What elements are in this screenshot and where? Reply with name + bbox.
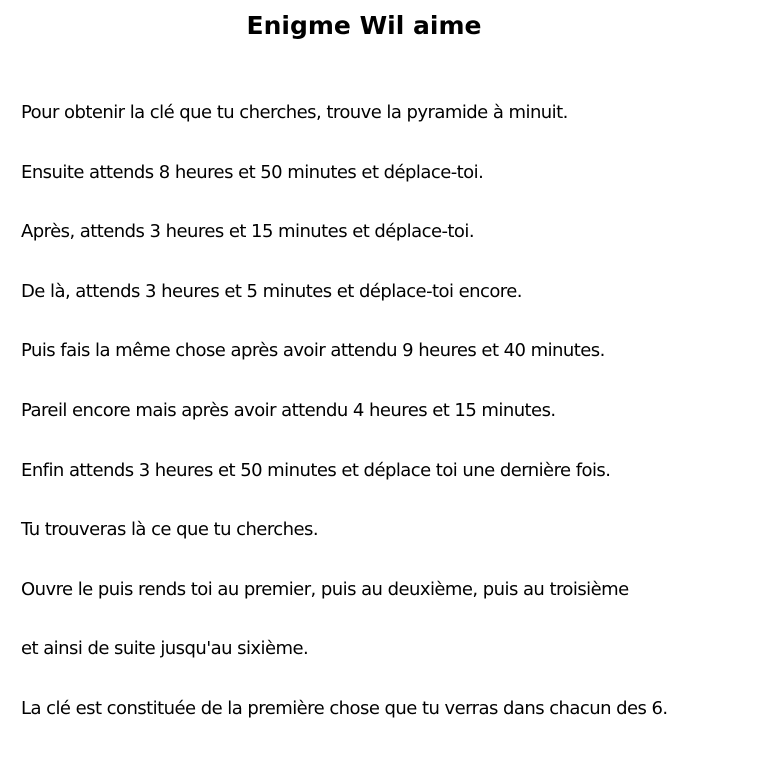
riddle-line: et ainsi de suite jusqu'au sixième. bbox=[21, 638, 309, 660]
riddle-line: Ensuite attends 8 heures et 50 minutes et déplace-toi. bbox=[21, 161, 484, 183]
riddle-line: La clé est constituée de la première chose que tu verras dans chacun des 6. bbox=[21, 697, 668, 719]
riddle-line: De là, attends 3 heures et 5 minutes et déplace-toi encore. bbox=[21, 280, 522, 302]
riddle-line: Après, attends 3 heures et 15 minutes et déplace-toi. bbox=[21, 221, 475, 243]
riddle-line: Pareil encore mais après avoir attendu 4 heures et 15 minutes. bbox=[21, 399, 556, 421]
riddle-line: Pour obtenir la clé que tu cherches, trouve la pyramide à minuit. bbox=[21, 102, 568, 123]
riddle-line: Tu trouveras là ce que tu cherches. bbox=[21, 519, 319, 541]
page-title: Enigme Wil aime bbox=[246, 11, 482, 40]
riddle-line: Enfin attends 3 heures et 50 minutes et déplace toi une dernière fois. bbox=[21, 459, 611, 481]
riddle-line: Puis fais la même chose après avoir attendu 9 heures et 40 minutes. bbox=[21, 340, 605, 362]
riddle-line: Ouvre le puis rends toi au premier, puis au deuxième, puis au troisième bbox=[21, 578, 629, 600]
riddle-text bbox=[21, 96, 668, 752]
